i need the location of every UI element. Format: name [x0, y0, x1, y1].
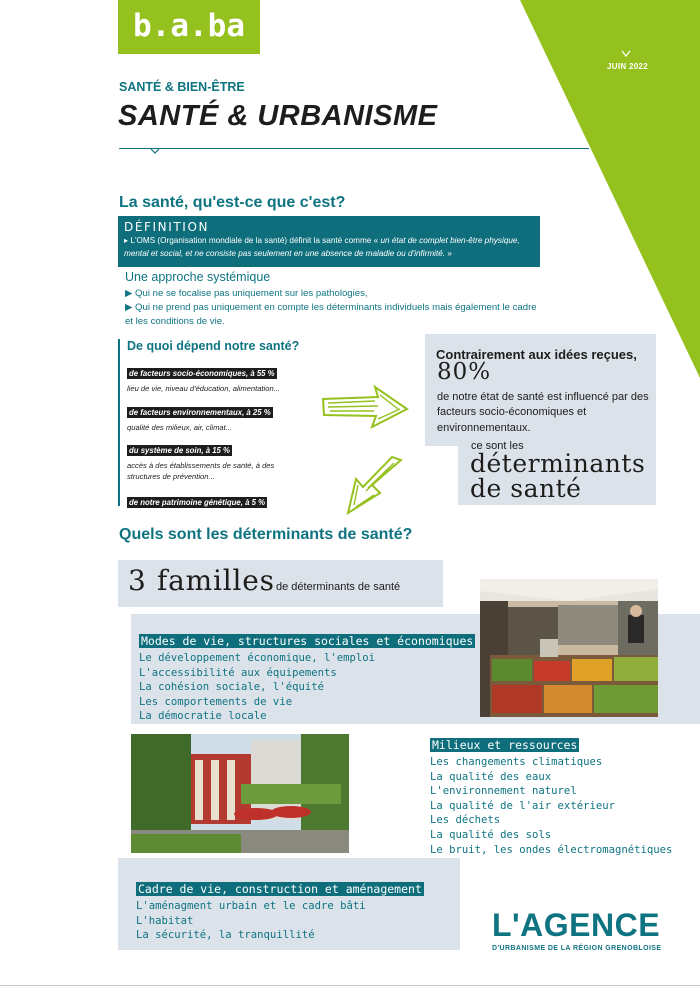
- category-milieux: [430, 736, 672, 857]
- insight-percent: 80%: [437, 359, 492, 385]
- title-divider: [119, 148, 589, 149]
- definition-text: [124, 235, 534, 260]
- category-item: L'aménagment urbain et le cadre bâti: [136, 900, 366, 912]
- determinants-line: déterminants: [470, 449, 646, 478]
- factor-label: de facteurs environnementaux, à 25 %: [129, 408, 271, 417]
- category-item: L'environnement naturel: [430, 785, 577, 798]
- determinants-title: [470, 449, 646, 503]
- category-cadre: [136, 880, 424, 943]
- determinants-intro: ce sont les: [471, 440, 524, 452]
- brand-logo: [118, 0, 260, 54]
- depend-heading: De quoi dépend notre santé?: [127, 339, 300, 353]
- arrow-down-left-icon: [344, 455, 406, 517]
- category-list: [139, 651, 475, 724]
- arrow-right-icon: [320, 385, 410, 430]
- approach-list: [125, 287, 625, 329]
- approach-title: Une approche systémique: [125, 270, 271, 284]
- category-item: La sécurité, la tranquillité: [136, 929, 315, 942]
- category-list: [430, 755, 672, 857]
- category-item: Les comportements de vie: [139, 695, 293, 708]
- brand-logo-text: b.a.ba: [133, 8, 245, 44]
- definition-label: DÉFINITION: [124, 220, 210, 234]
- category-item: La qualité des eaux: [430, 770, 552, 783]
- category-modes: [139, 632, 475, 724]
- factor-desc: qualité des milieux, air, climat...: [127, 423, 233, 432]
- definition-outro: »: [445, 248, 452, 258]
- category-item: Les changements climatiques: [430, 756, 603, 768]
- families-word: familles: [157, 564, 275, 597]
- definition-intro: ▸ L'OMS (Organisation mondiale de la santé) définit la santé comme «: [124, 236, 381, 245]
- agency-tagline: D'URBANISME DE LA RÉGION GRENOBLOISE: [492, 945, 662, 952]
- page-title: SANTÉ & URBANISME: [118, 100, 438, 132]
- factor-item: [127, 402, 327, 434]
- agency-name: L'AGENCE: [492, 907, 661, 943]
- category-item: L'accessibilité aux équipements: [139, 666, 337, 679]
- insight-title: Contrairement aux idées reçues,: [436, 347, 637, 362]
- category-title: Modes de vie, structures sociales et économiques: [141, 634, 474, 648]
- determinants-line: de santé: [470, 473, 582, 503]
- chevron-down-icon: [621, 50, 631, 58]
- definition-quote: un état de complet bien-être physique, mental et social, et ne consiste pas seulement en une absence de maladie ou d'infirmité.: [124, 236, 520, 258]
- publication-date: JUIN 2022: [607, 62, 648, 71]
- category-item: Les déchets: [430, 814, 501, 827]
- families-number: 3: [128, 564, 146, 597]
- section-heading-determinants: Quels sont les déterminants de santé?: [119, 526, 413, 543]
- category-item: La cohésion sociale, l'équité: [139, 681, 324, 694]
- factor-desc: lieu de vie, niveau d'éducation, alimentation...: [127, 384, 281, 393]
- category-list: [136, 899, 424, 943]
- page-bottom-divider: [0, 985, 700, 986]
- category-item: Le développement économique, l'emploi: [139, 652, 375, 664]
- category-item: La qualité des sols: [430, 829, 552, 842]
- chevron-down-icon: [150, 148, 160, 155]
- factor-label: de facteurs socio-économiques, à 55 %: [129, 369, 275, 378]
- category-item: Le bruit, les ondes électromagnétiques: [430, 843, 673, 856]
- category-item: L'habitat: [136, 914, 194, 927]
- factor-item: [127, 440, 307, 482]
- section-heading-sante: La santé, qu'est-ce que c'est?: [119, 194, 346, 211]
- factor-item: [127, 492, 327, 510]
- factor-item: [127, 363, 327, 395]
- street-photo: [131, 734, 349, 853]
- insight-body: de notre état de santé est influencé par des facteurs socio-économiques et environnementaux.: [437, 391, 649, 434]
- depend-accent-bar: [118, 339, 120, 506]
- definition-box: [118, 216, 540, 267]
- category-item: La qualité de l'air extérieur: [430, 799, 615, 812]
- approach-item: ▶ Qui ne prend pas uniquement en compte les déterminants individuels mais également le cadre: [125, 301, 537, 313]
- category-title: Cadre de vie, construction et aménagement: [138, 882, 422, 896]
- category-title: Milieux et ressources: [432, 738, 578, 752]
- page-category: SANTÉ & BIEN-ÊTRE: [119, 80, 245, 94]
- agency-logo: [492, 907, 661, 952]
- factor-label: du système de soin, à 15 %: [129, 446, 230, 455]
- approach-item: et les conditions de vie.: [125, 315, 225, 327]
- category-item: La démocratie locale: [139, 710, 267, 723]
- families-caption: de déterminants de santé: [276, 581, 401, 593]
- approach-item: ▶ Qui ne se focalise pas uniquement sur les pathologies,: [125, 288, 368, 299]
- factor-label: de notre patrimoine génétique, à 5 %: [129, 498, 266, 507]
- factor-desc: accès à des établissements de santé, à des structures de prévention...: [127, 461, 275, 481]
- market-photo: [480, 579, 658, 717]
